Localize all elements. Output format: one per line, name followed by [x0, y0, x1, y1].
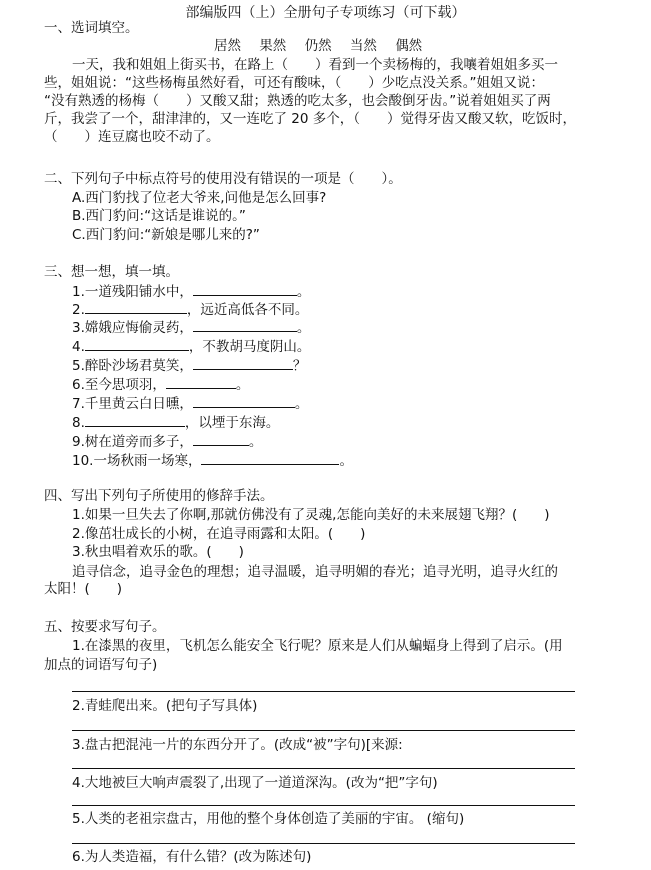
section-4-heading: 四、写出下列句子所使用的修辞手法。 — [44, 488, 274, 504]
fill-item-5 — [72, 356, 306, 375]
s1-para-line-3: “没有熟透的杨梅（ ）又酸又甜；熟透的吃太多，也会酸倒牙齿。”说着姐姐买了两 — [44, 93, 551, 109]
s1-para-line-4: 斤，我尝了一个，甜津津的，又一连吃了 20 多个，（ ）觉得牙齿又酸又软，吃饭时， — [44, 111, 577, 127]
fill-item-2-post: ，远近高低各不同。 — [186, 302, 309, 318]
fill-blank-5[interactable] — [193, 356, 293, 370]
s5-q2: 2.青蛙爬出来。(把句子写具体) — [72, 698, 258, 714]
fill-item-4-pre: 4. — [72, 339, 85, 355]
fill-item-3 — [72, 318, 310, 337]
fill-blank-7[interactable] — [193, 394, 295, 408]
s1-para-line-1: 一天，我和姐姐上街买书，在路上（ ）看到一个卖杨梅的，我嚷着姐姐多买一 — [72, 57, 558, 73]
word-bank — [214, 37, 436, 55]
fill-item-8 — [72, 413, 279, 432]
fill-item-1 — [72, 282, 310, 301]
s5-q1-line-2: 加点的词语写句子) — [44, 657, 158, 673]
s4-para-line-2: 太阳！( ) — [44, 581, 123, 597]
s2-option-b: B.西门豹问:“这话是谁说的。” — [72, 208, 246, 224]
section-5-heading: 五、按要求写句子。 — [44, 619, 166, 635]
s5-q3: 3.盘古把混沌一片的东西分开了。(改成“被”字句)[来源: — [72, 737, 403, 753]
fill-item-9-pre: 9.树在道旁而多子， — [72, 434, 193, 450]
answer-line-4[interactable] — [72, 805, 575, 806]
fill-item-2-pre: 2. — [72, 302, 85, 318]
fill-item-1-post: 。 — [296, 284, 311, 300]
word-5: 偶然 — [395, 38, 423, 54]
s5-q6: 6.为人类造福，有什么错？(改为陈述句) — [72, 849, 312, 865]
fill-item-6-pre: 6.至今思项羽， — [72, 377, 166, 393]
s2-option-c: C.西门豹问:“新娘是哪儿来的?” — [72, 227, 260, 243]
fill-blank-10[interactable] — [201, 451, 339, 465]
fill-item-3-post: 。 — [296, 320, 311, 336]
fill-item-5-pre: 5.醉卧沙场君莫笑， — [72, 358, 193, 374]
s2-option-a: A.西门豹找了位老大爷来,问他是怎么回事? — [72, 190, 327, 206]
fill-item-6 — [72, 375, 249, 394]
fill-blank-4[interactable] — [85, 337, 189, 351]
fill-item-4-post: ，不教胡马度阴山。 — [188, 339, 311, 355]
fill-item-4 — [72, 337, 310, 356]
fill-item-9-post: 。 — [248, 434, 263, 450]
fill-blank-8[interactable] — [85, 413, 185, 427]
fill-item-3-pre: 3.嫦娥应悔偷灵药， — [72, 320, 193, 336]
answer-line-3[interactable] — [72, 768, 575, 769]
fill-item-5-post: ？ — [292, 358, 307, 374]
s5-q5: 5.人类的老祖宗盘古，用他的整个身体创造了美丽的宇宙。 (缩句) — [72, 811, 465, 827]
fill-item-8-post: ，以堙于东海。 — [184, 415, 280, 431]
fill-item-10 — [72, 451, 353, 470]
s4-item-3: 3.秋虫唱着欢乐的歌。( ) — [72, 544, 244, 560]
page-title: 部编版四（上）全册句子专项练习（可下载） — [185, 5, 466, 21]
section-2-heading: 二、下列句子中标点符号的使用没有错误的一项是（ ）。 — [44, 171, 402, 187]
section-1-heading: 一、选词填空。 — [44, 20, 139, 36]
fill-blank-2[interactable] — [85, 300, 187, 314]
fill-item-10-post: 。 — [339, 453, 353, 469]
s1-para-line-5: （ ）连豆腐也咬不动了。 — [44, 129, 220, 145]
s1-para-line-2: 些，姐姐说：“这些杨梅虽然好看，可还有酸味，（ ）少吃点没关系。”姐姐又说： — [44, 75, 544, 91]
answer-line-1[interactable] — [72, 691, 575, 692]
fill-blank-3[interactable] — [193, 318, 297, 332]
answer-line-5[interactable] — [72, 843, 575, 844]
fill-item-7-post: 。 — [294, 396, 309, 412]
fill-item-8-pre: 8. — [72, 415, 85, 431]
word-2: 果然 — [259, 38, 287, 54]
word-3: 仍然 — [304, 38, 332, 54]
fill-blank-6[interactable] — [166, 375, 236, 389]
word-1: 居然 — [214, 38, 241, 54]
s4-para-line-1: 追寻信念，追寻金色的理想；追寻温暖，追寻明媚的春光；追寻光明，追寻火红的 — [72, 564, 558, 580]
fill-blank-1[interactable] — [193, 282, 297, 296]
fill-item-2 — [72, 300, 308, 319]
answer-line-2[interactable] — [72, 730, 575, 731]
word-4: 当然 — [349, 38, 377, 54]
fill-item-7-pre: 7.千里黄云白日曛， — [72, 396, 193, 412]
s4-item-2: 2.像茁壮成长的小树，在追寻雨露和太阳。( ) — [72, 526, 366, 542]
s4-item-1: 1.如果一旦失去了你啊,那就仿佛没有了灵魂,怎能向美好的未来展翅飞翔？( ) — [72, 507, 550, 523]
section-3-heading: 三、想一想，填一填。 — [44, 264, 179, 280]
fill-item-9 — [72, 432, 262, 451]
fill-blank-9[interactable] — [193, 432, 249, 446]
fill-item-7 — [72, 394, 308, 413]
fill-item-1-pre: 1.一道残阳铺水中， — [72, 284, 193, 300]
fill-item-6-post: 。 — [235, 377, 250, 393]
s5-q4: 4.大地被巨大响声震裂了,出现了一道道深沟。(改为“把”字句) — [72, 775, 438, 791]
s5-q1-line-1: 1.在漆黑的夜里，飞机怎么能安全飞行呢？原来是人们从蝙蝠身上得到了启示。(用 — [72, 638, 563, 654]
fill-item-10-pre: 10.一场秋雨一场寒， — [72, 453, 202, 469]
